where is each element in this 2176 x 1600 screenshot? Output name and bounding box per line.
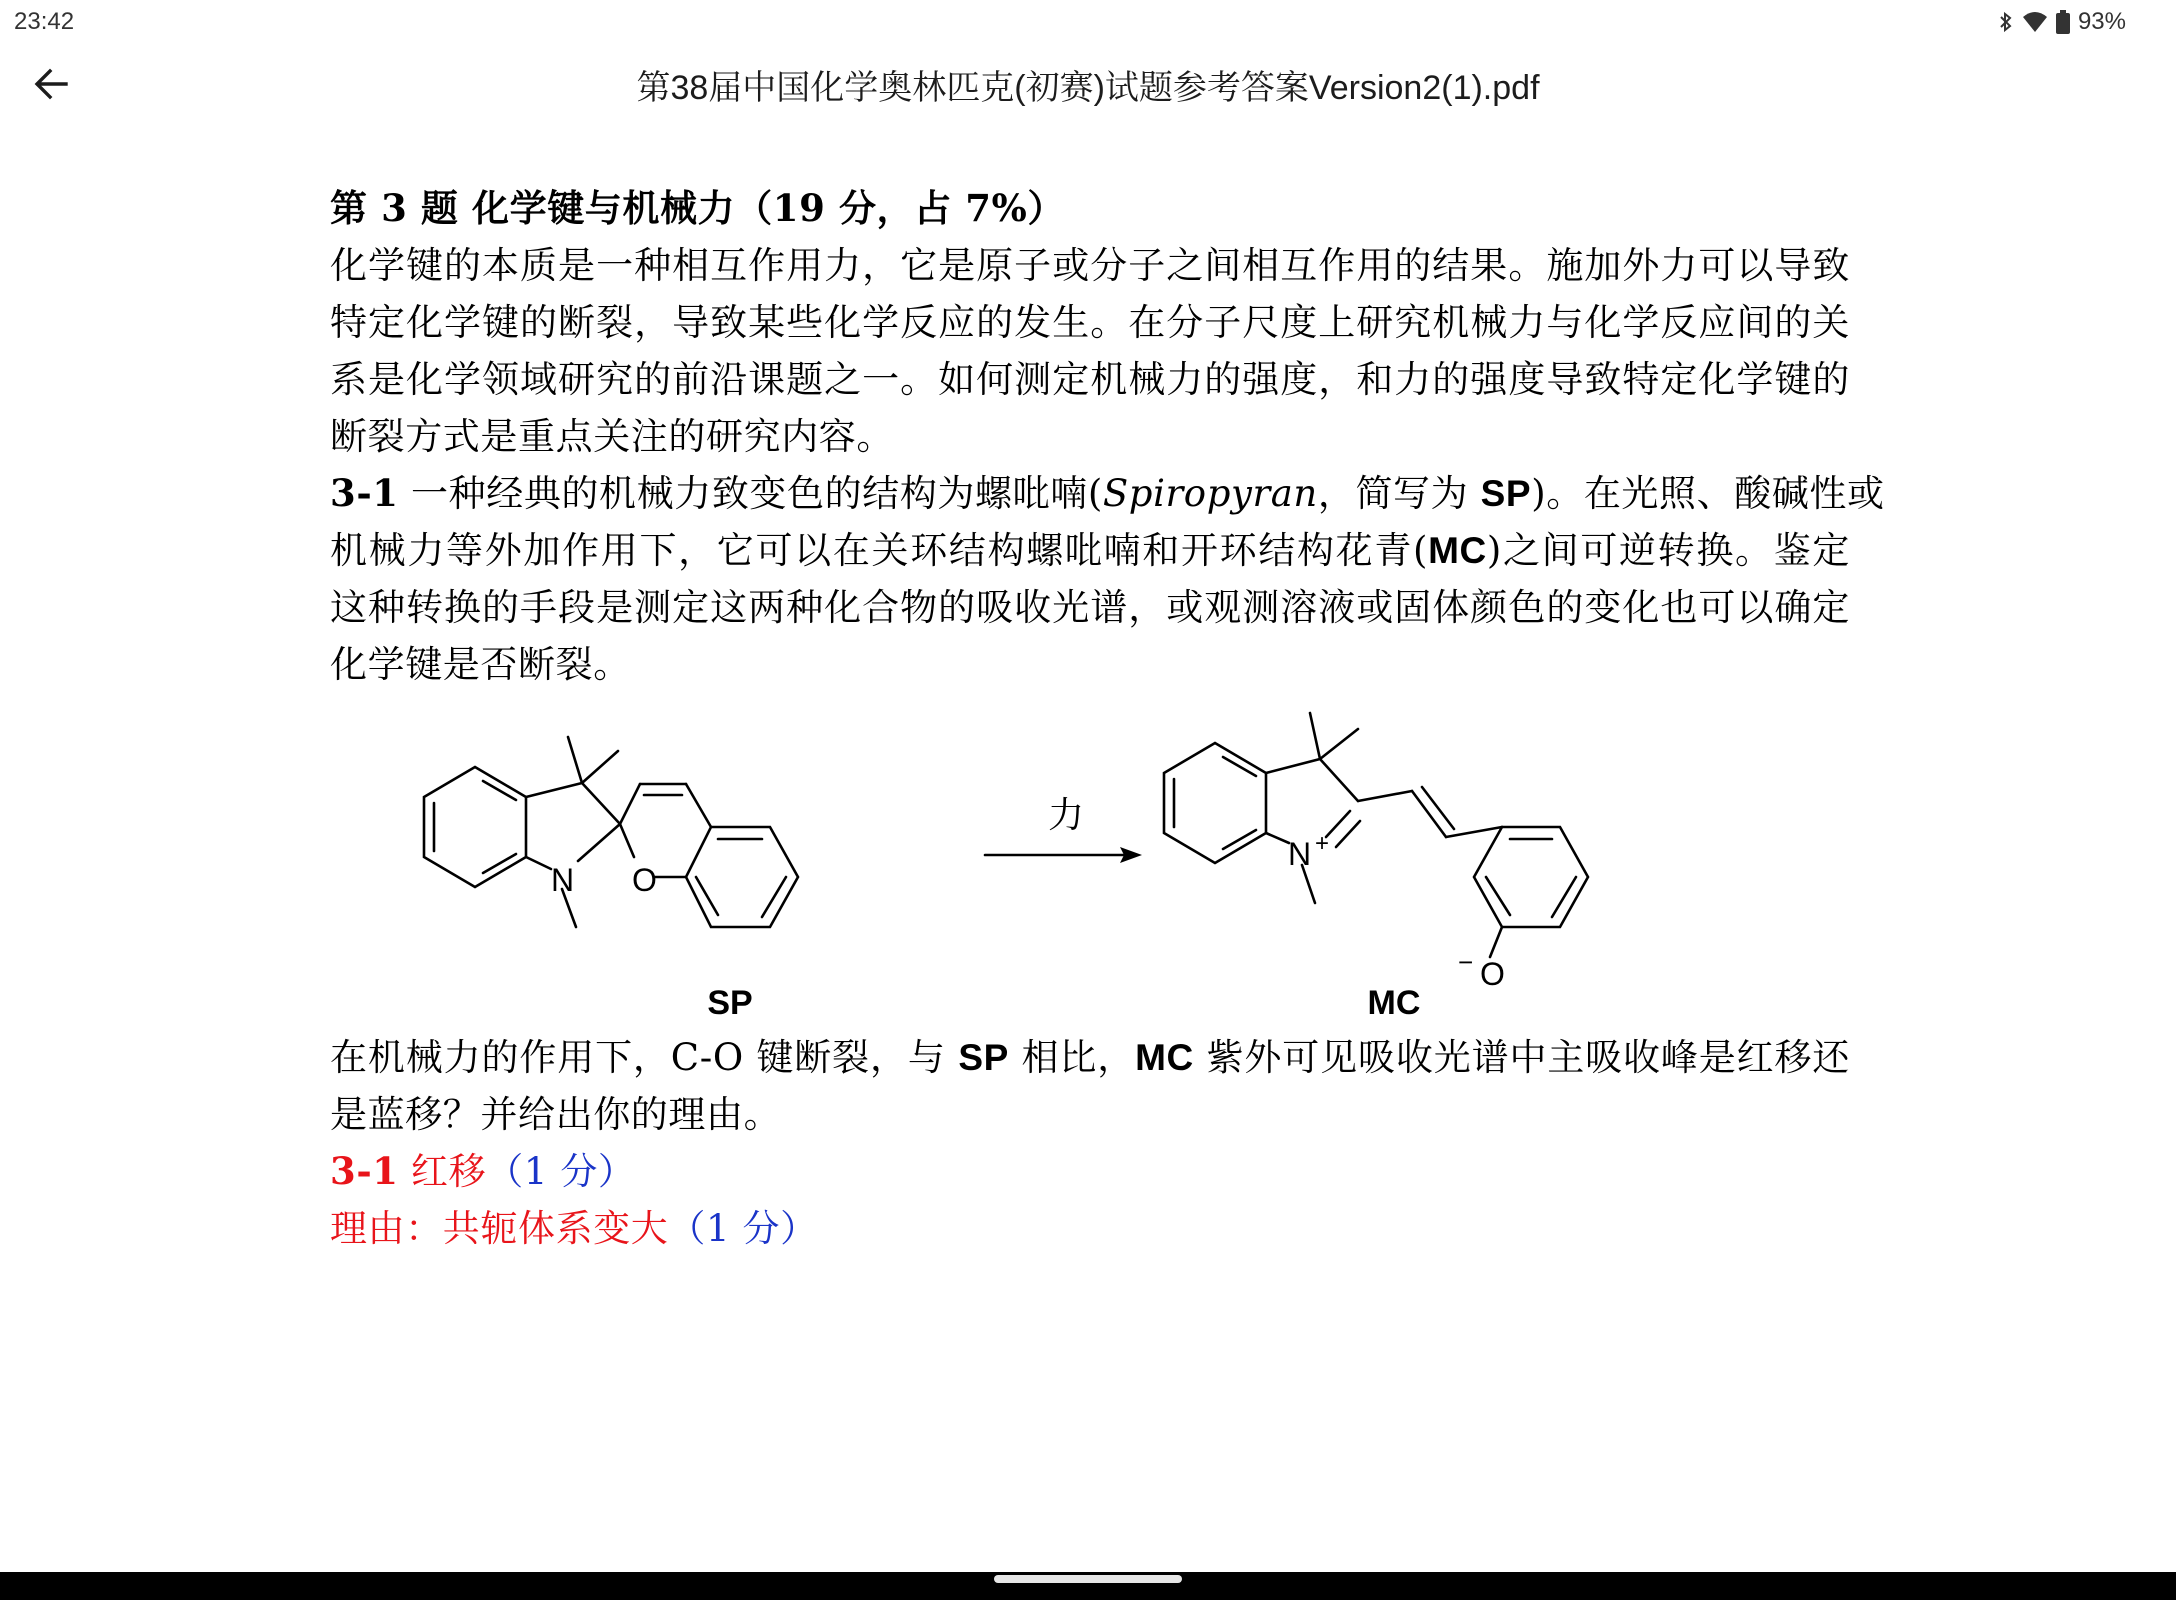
mc-minus-charge: − <box>1458 947 1474 977</box>
bluetooth-icon <box>1998 10 2014 34</box>
intro-line-4: 断裂方式是重点关注的研究内容。 <box>330 415 894 458</box>
spiropyran-italic: Spiropyran <box>1102 472 1318 515</box>
answer-line-1 <box>330 1143 1850 1200</box>
intro-line-2: 特定化学键的断裂，导致某些化学反应的发生。在分子尺度上研究机械力与化学反应间的关 <box>330 301 1850 344</box>
mc-phenoxide-oxygen: O <box>1480 956 1505 992</box>
mc-label: MC <box>1367 984 1421 1022</box>
gesture-handle[interactable] <box>994 1575 1182 1583</box>
document-title: 第38届中国化学奥林匹克(初赛)试题参考答案Version2(1).pdf <box>636 69 1540 107</box>
q1-text: ，简写为 <box>1317 472 1481 515</box>
question-line-2: 是蓝移？并给出你的理由。 <box>330 1093 782 1136</box>
q1-text: 机械力等外加作用下，它可以在关环结构螺吡喃和开环结构花青( <box>330 529 1429 572</box>
answer-line-2 <box>330 1200 1850 1257</box>
status-bar <box>0 0 2176 44</box>
wifi-icon <box>2022 11 2048 33</box>
pdf-page <box>330 180 1885 1257</box>
answer-text: 红移 <box>398 1150 487 1193</box>
q1-text: 一种经典的机械力致变色的结构为螺吡喃( <box>398 472 1103 515</box>
answer-reason: 理由：共轭体系变大 <box>330 1207 669 1250</box>
sp-abbrev: SP <box>958 1037 1009 1078</box>
mc-nitrogen-label: N <box>1288 836 1312 872</box>
sp-benzene-ring <box>424 767 526 887</box>
battery-icon <box>2056 10 2070 34</box>
sp-nitrogen-label: N <box>551 862 575 898</box>
sp-oxygen-label: O <box>632 862 657 898</box>
app-bar <box>0 44 2176 124</box>
battery-percent: 93% <box>2077 8 2126 35</box>
navigation-bar <box>0 1572 2176 1600</box>
intro-line-3: 系是化学领域研究的前沿课题之一。如何测定机械力的强度，和力的强度导致特定化学键的 <box>330 358 1850 401</box>
sp-label: SP <box>707 984 753 1022</box>
reason-score: （1 分） <box>668 1207 818 1250</box>
force-label: 力 <box>1048 795 1085 836</box>
question-text: 相比， <box>1008 1036 1136 1079</box>
question-text: 在机械力的作用下，C-O 键断裂，与 <box>330 1036 959 1079</box>
reaction-scheme <box>330 699 1850 1029</box>
q1-line-2 <box>330 522 1850 579</box>
answer-number: 3-1 <box>330 1149 399 1193</box>
mc-abbrev: MC <box>1135 1037 1194 1078</box>
status-icons <box>1998 8 2126 36</box>
mc-abbrev: MC <box>1428 530 1487 571</box>
intro-line-1: 化学键的本质是一种相互作用力，它是原子或分子之间相互作用的结果。施加外力可以导致 <box>330 244 1850 287</box>
sp-abbrev: SP <box>1480 473 1532 514</box>
reaction-figure <box>330 699 1850 1029</box>
q1-number: 3-1 <box>330 471 399 515</box>
sp-chromene-ring <box>686 827 798 927</box>
question-heading: 第 3 题 化学键与机械力（19 分，占 7%） <box>330 186 1065 230</box>
q1-line-1 <box>330 465 1885 522</box>
question-line-1 <box>330 1029 1850 1086</box>
question-text: 紫外可见吸收光谱中主吸收峰是红移还 <box>1193 1036 1850 1079</box>
status-time: 23:42 <box>14 8 75 35</box>
q1-text: )之间可逆转换。鉴定 <box>1486 529 1851 572</box>
q1-line-4: 化学键是否断裂。 <box>330 643 631 686</box>
q1-text: )。在光照、酸碱性或 <box>1531 472 1885 515</box>
mc-benzene-ring <box>1164 743 1266 863</box>
q1-line-3: 这种转换的手段是测定这两种化合物的吸收光谱，或观测溶液或固体颜色的变化也可以确定 <box>330 586 1850 629</box>
mc-plus-charge: + <box>1315 830 1330 857</box>
mc-phenoxide-ring <box>1474 827 1588 927</box>
answer-score: （1 分） <box>486 1150 636 1193</box>
